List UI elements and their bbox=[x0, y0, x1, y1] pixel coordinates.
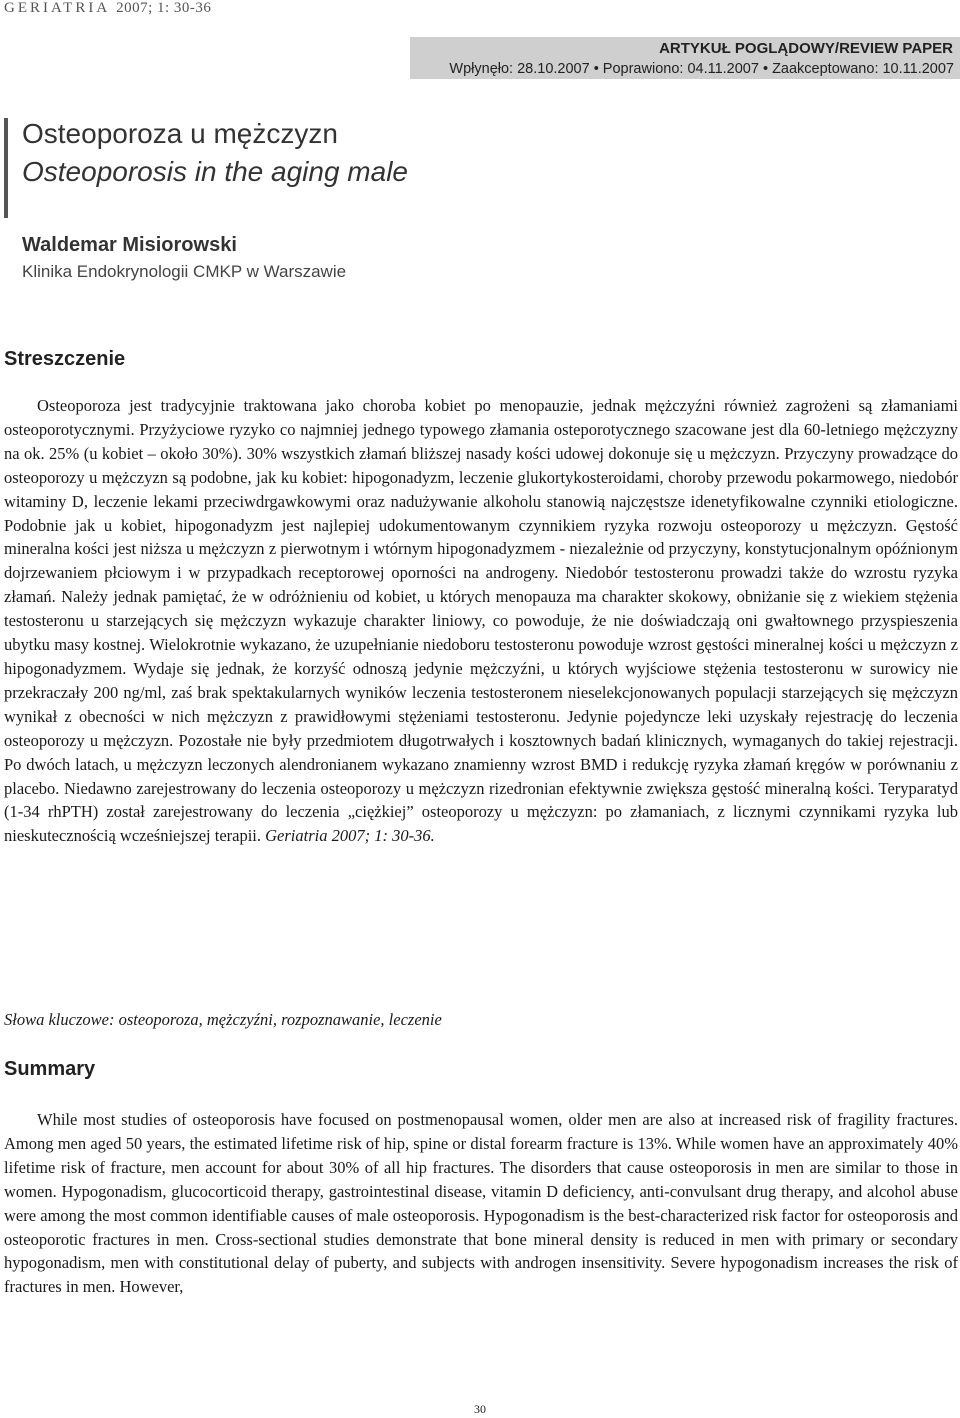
summary-body bbox=[4, 1108, 958, 1299]
title-polish: Osteoporoza u mężczyzn bbox=[22, 118, 338, 149]
streszczenie-citation: Geriatria 2007; 1: 30-36. bbox=[265, 826, 435, 846]
article-info-banner bbox=[410, 37, 960, 79]
running-head bbox=[4, 0, 211, 17]
journal-issue: 2007; 1: 30-36 bbox=[116, 0, 212, 16]
article-dates: Wpłynęło: 28.10.2007 • Poprawiono: 04.11.2007 • Zaakceptowano: 10.11.2007 bbox=[449, 61, 954, 77]
title-accent-bar bbox=[4, 118, 8, 218]
author-name: Waldemar Misiorowski bbox=[22, 234, 237, 256]
author-affiliation: Klinika Endokrynologii CMKP w Warszawie bbox=[22, 262, 347, 281]
page-number: 30 bbox=[474, 1402, 486, 1416]
summary-text: While most studies of osteoporosis have focused on postmenopausal women, older men are also at increased risk of fragility fractures. Among men aged 50 years, the estimated lifetime risk of hip, spine or distal forearm fracture is 13%. While women have an approximately 40% lifetime risk of fracture, men account for about 30% of all hip fractures. The disorders that cause osteoporosis in men are similar to those in women. Hypogonadism, glucocorticoid therapy, gastrointestinal disease, vitamin D deficiency, anti-convulsant drug therapy, and alcohol abuse were among the most common identifiable causes of male osteoporosis. Hypogonadism is the best-characterized risk factor for osteoporosis and osteoporotic fractures in men. Cross-sectional studies demonstrate that bone mineral density is reduced in men with primary or secondary hypogonadism, men with constitutional delay of puberty, and subjects with androgen insensitivity. Severe hypogonadism increases the risk of fractures in men. However, bbox=[4, 1110, 958, 1297]
summary-heading: Summary bbox=[4, 1058, 96, 1080]
streszczenie-body bbox=[4, 394, 958, 848]
journal-name: GERIATRIA bbox=[4, 0, 110, 16]
keywords: Słowa kluczowe: osteoporoza, mężczyźni, rozpoznawanie, leczenie bbox=[4, 1010, 442, 1029]
streszczenie-text: Osteoporoza jest tradycyjnie traktowana jako choroba kobiet po menopauzie, jednak mężczyźni również zagrożeni są złamaniami osteoporotycznymi. Przyżyciowe ryzyko co najmniej jednego typowego złamania osteporotycznego szacowane jest dla 60-letniego mężczyzny na ok. 25% (u kobiet – około 30%). 30% wszystkich złamań bliższej nasady kości udowej dokonuje się u mężczyzn. Przyczyny prowadzące do osteoporozy u mężczyzn są podobne, jak ku kobiet: hipogonadyzm, leczenie glukortykosteroidami, choroby przewodu pokarmowego, niedobór witaminy D, leczenie lekami przeciwdrgawkowymi oraz nadużywanie alkoholu stanowią najczęstsze idenetyfikowalne czynniki etiologiczne. Podobnie jak u kobiet, hipogonadyzm jest najlepiej udokumentowanym czynnikiem ryzyka rozwoju osteoporozy u mężczyzn. Gęstość mineralna kości jest niższa u mężczyzn z pierwotnym i wtórnym hipogonadyzmem - niezależnie od przyczyny, konstytucjonalnym opóźnionym dojrzewaniem płciowym i w przypadkach receptorowej oporności na androgeny. Niedobór testosteronu prowadzi także do wzrostu ryzyka złamań. Należy jednak pamiętać, że w odróżnieniu od kobiet, u których menopauza ma charakter skokowy, obniżanie się z wiekiem stężenia testosteronu u starzejących się mężczyzn wykazuje charakter liniowy, co powoduje, że nie doświadczają oni gwałtownego przyspieszenia ubytku masy kostnej. Wielokrotnie wykazano, że uzupełnianie niedoboru testosteronu powoduje wzrost gęstości mineralnej kości u mężczyzn z hipogonadyzmem. Wydaje się jednak, że korzyść odnoszą jedynie mężczyźni, u których wyjściowe stężenia testosteronu w surowicy nie przekraczały 200 ng/ml, zaś brak spektakularnych wyników leczenia testosteronem nieselekcjonowanych populacji starzejących się mężczyzn wynikał z obecności w nich mężczyzn z prawidłowymi stężeniami testosteronu. Jedynie pojedyncze leki uzyskały rejestrację do leczenia osteoporozy u mężczyzn. Pozostałe nie były przedmiotem długotrwałych i kosztownych badań klinicznych, wymaganych do takiej rejestracji. Po dwóch latach, u mężczyzn leczonych alendronianem wykazano znamienny wzrost BMD i redukcję ryzyka złamań kręgów w porównaniu z placebo. Niedawno zarejestrowany do leczenia osteoporozy u mężczyzn rizedronian efektywnie zwiększa gęstość mineralną kości. Teryparatyd (1-34 rhPTH) został zarejestrowany do leczenia „ciężkiej” osteoporozy u mężczyzn: po złamaniach, z licznymi czynnikami ryzyka lub nieskutecznością wcześniejszej terapii. bbox=[4, 396, 958, 846]
article-type: ARTYKUŁ POGLĄDOWY/REVIEW PAPER bbox=[659, 40, 953, 57]
title-english: Osteoporosis in the aging male bbox=[22, 156, 408, 187]
streszczenie-heading: Streszczenie bbox=[4, 348, 126, 370]
